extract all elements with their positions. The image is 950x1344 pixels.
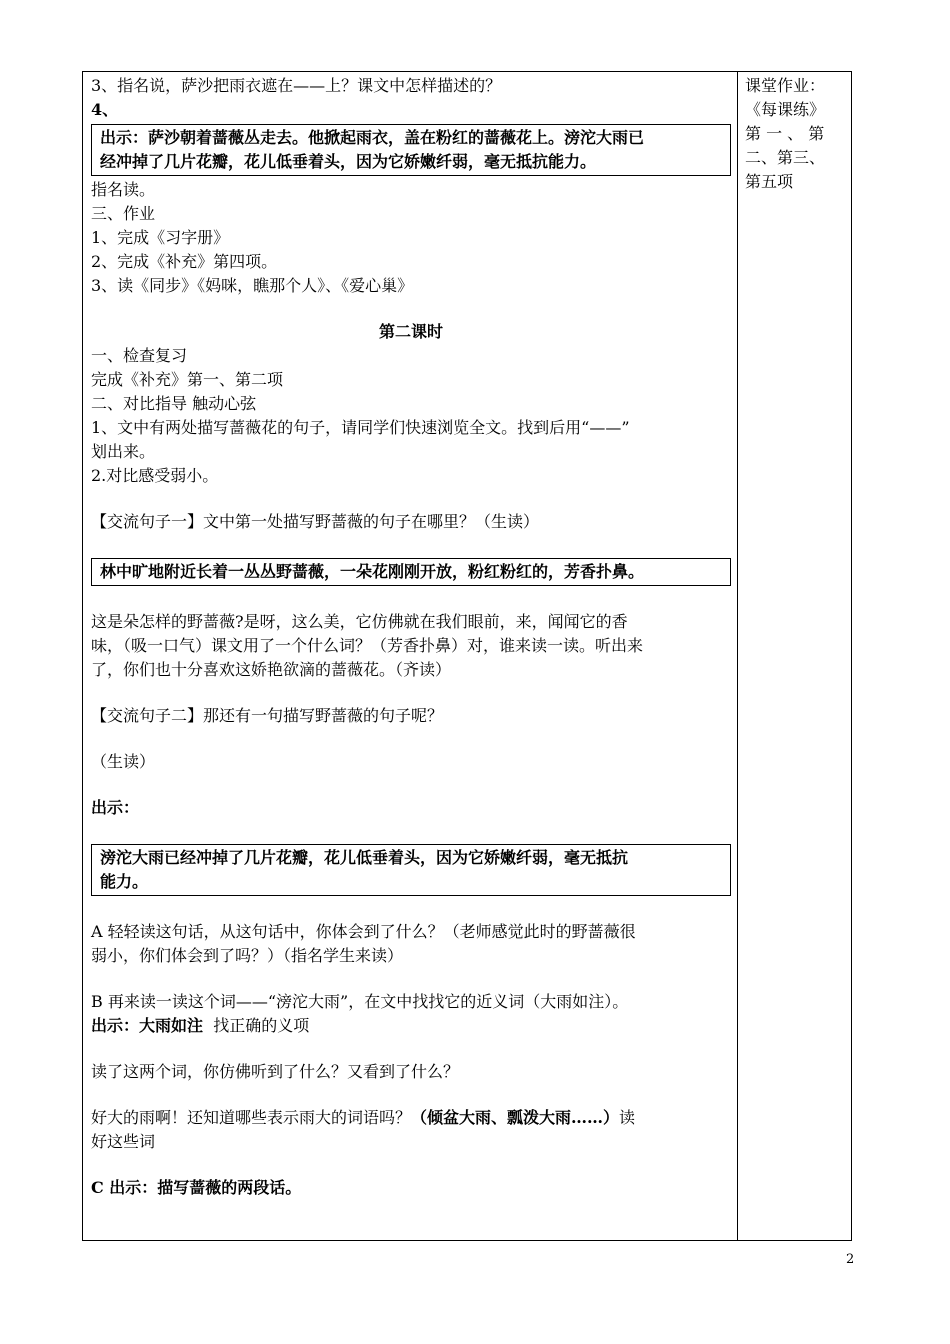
bold-phrase: （倾盆大雨、瓢泼大雨……） <box>411 1108 620 1127</box>
text-line: 3、读《同步》《妈咪，瞧那个人》、《爱心巢》 <box>91 276 414 295</box>
text-line: 3、指名说，萨沙把雨衣遮在——上？课文中怎样描述的？ <box>91 76 502 95</box>
lesson-title: 第二课时 <box>378 322 443 341</box>
text-span: 读 <box>619 1108 636 1127</box>
section-heading: 一、检查复习 <box>91 346 188 365</box>
quote-box <box>91 558 731 586</box>
text-line: 完成《补充》第一、第二项 <box>91 370 284 389</box>
text-line: 【交流句子一】文中第一处描写野蔷薇的句子在哪里？（生读） <box>91 512 540 531</box>
text-line: 味，（吸一口气）课文用了一个什么词？（芳香扑鼻）对，谁来读一读。听出来 <box>91 636 644 655</box>
text-line: 1、完成《习字册》 <box>91 228 230 247</box>
side-line: 课堂作业： <box>745 76 826 95</box>
side-line: 第五项 <box>745 172 794 191</box>
text-line: 划出来。 <box>91 442 156 461</box>
section-heading: 二、对比指导 触动心弦 <box>91 394 257 413</box>
text-line: 了，你们也十分喜欢这娇艳欲滴的蔷薇花。（齐读） <box>91 660 452 679</box>
quote-line: 经冲掉了几片花瓣，花儿低垂着头，因为它娇嫩纤弱，毫无抵抗能力。 <box>100 152 597 171</box>
text-line: （生读） <box>91 752 156 771</box>
text-line: 2、完成《补充》第四项。 <box>91 252 278 271</box>
text-span: 好大的雨啊！还知道哪些表示雨大的词语吗？ <box>91 1108 412 1127</box>
text-span: 找正确的义项 <box>203 1016 310 1035</box>
side-line: 二、第三、 <box>745 148 826 167</box>
quote-line: 能力。 <box>100 872 149 891</box>
quote-line: 出示：萨沙朝着蔷薇丛走去。他掀起雨衣，盖在粉红的蔷薇花上。滂沱大雨已 <box>100 128 645 147</box>
text-line: B 再来读一读这个词——“滂沱大雨”，在文中找找它的近义词（大雨如注）。 <box>91 992 629 1011</box>
text-line: 读了这两个词，你仿佛听到了什么？又看到了什么？ <box>91 1062 460 1081</box>
side-column <box>745 74 845 194</box>
text-line: 4、 <box>91 100 119 119</box>
quote-line: 滂沱大雨已经冲掉了几片花瓣，花儿低垂着头，因为它娇嫩纤弱，毫无抵抗 <box>100 848 629 867</box>
bold-phrase: 出示：大雨如注 <box>91 1016 204 1035</box>
side-line: 第 一 、 第 <box>745 124 825 143</box>
page-number: 2 <box>846 1252 855 1267</box>
section-heading: 三、作业 <box>91 204 156 223</box>
quote-line: 林中旷地附近长着一丛丛野蔷薇，一朵花刚刚开放，粉红粉红的，芳香扑鼻。 <box>100 562 645 581</box>
text-line <box>91 1014 731 1038</box>
quote-box <box>91 844 731 896</box>
text-line: 好这些词 <box>91 1132 156 1151</box>
quote-box <box>91 124 731 176</box>
text-line: A 轻轻读这句话，从这句话中，你体会到了什么？（老师感觉此时的野蔷薇很 <box>91 922 636 941</box>
text-line: 1、文中有两处描写蔷薇花的句子，请同学们快速浏览全文。找到后用“——” <box>91 418 630 437</box>
text-line: C 出示：描写蔷薇的两段话。 <box>91 1178 302 1197</box>
lesson-table <box>82 71 852 1241</box>
text-line <box>91 1106 731 1130</box>
text-line: 2.对比感受弱小。 <box>91 466 219 485</box>
text-line: 弱小，你们体会到了吗？）（指名学生来读） <box>91 946 404 965</box>
text-line: 指名读。 <box>91 180 156 199</box>
column-divider <box>737 72 738 1240</box>
text-line: 【交流句子二】那还有一句描写野蔷薇的句子呢？ <box>91 706 444 725</box>
text-line: 这是朵怎样的野蔷薇?是呀，这么美，它仿佛就在我们眼前，来，闻闻它的香 <box>91 612 628 631</box>
text-line: 出示： <box>91 798 140 817</box>
side-line: 《每课练》 <box>745 100 826 119</box>
main-column <box>91 74 731 1200</box>
